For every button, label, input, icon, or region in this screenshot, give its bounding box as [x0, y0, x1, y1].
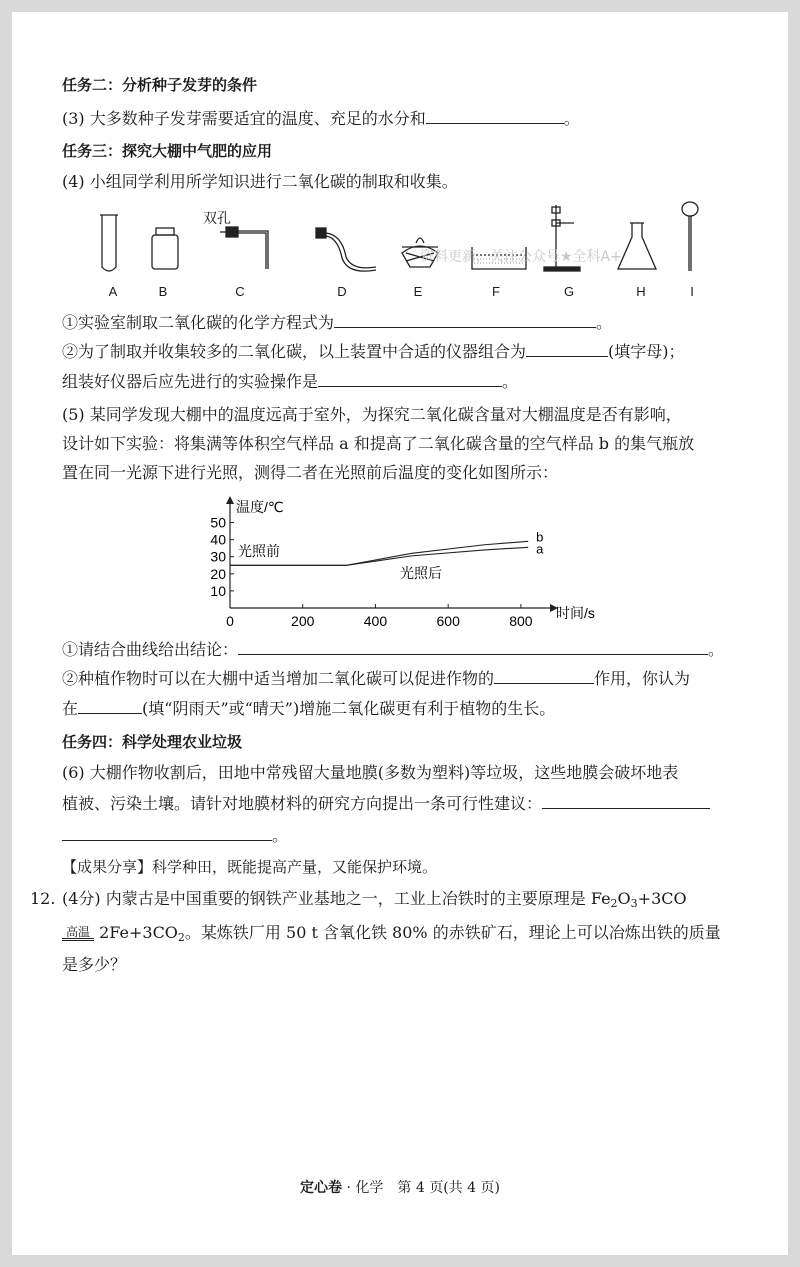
x-tick-label: 600: [436, 613, 460, 626]
y-tick-label: 50: [210, 514, 226, 531]
q4-2-line: [62, 340, 685, 363]
x-tick-label: 200: [291, 613, 315, 626]
q4-2-blank[interactable]: [526, 340, 608, 357]
q5-2c-line: [62, 697, 555, 720]
q5-2c-text: 在: [62, 699, 79, 718]
q4-1-text: ①实验室制取二氧化碳的化学方程式为: [62, 313, 335, 332]
apparatus-label-h: H: [636, 284, 646, 299]
long-neck-funnel-icon: [682, 202, 698, 271]
q3-text: (3) 大多数种子发芽需要适宜的温度、充足的水分和: [62, 109, 426, 128]
annotation-before-light: 光照前: [238, 543, 280, 559]
q12-sub-1: 2: [610, 897, 618, 910]
task2-title: 任务二：分析种子发芽的条件: [62, 76, 258, 94]
apparatus-label-e: E: [413, 284, 423, 299]
q12-line-2: [62, 922, 721, 949]
q5-line-2: 设计如下实验：将集满等体积空气样品 a 和提高了二氧化碳含量的空气样品 b 的集气瓶放: [62, 434, 695, 453]
q5-2-text-b: 作用，你认为: [594, 669, 691, 688]
q12-text-2b: 。某炼铁厂用 50 t 含氧化铁 80% 的赤铁矿石，理论上可以冶炼出铁的质量: [184, 923, 721, 942]
temperature-chart: [200, 496, 620, 626]
apparatus-label-g: G: [563, 284, 575, 299]
task4-title: 任务四：科学处理农业垃圾: [62, 733, 243, 751]
double-hole-label: 双孔: [203, 211, 231, 227]
q6-blank-1[interactable]: [542, 792, 710, 809]
q5-1-period: 。: [708, 640, 725, 659]
bent-tube-icon: [316, 228, 376, 271]
q12-sub-3: 2: [177, 931, 185, 944]
q5-2c-blank[interactable]: [78, 697, 142, 714]
q12-number: 12.: [30, 889, 56, 908]
apparatus-label-a: A: [108, 284, 118, 299]
q6-line-3: [62, 824, 288, 847]
apparatus-label-c: C: [235, 284, 245, 299]
q6-line-2: [62, 792, 710, 815]
q12-text-1-end: +3CO: [637, 889, 687, 908]
footer-brand: 定心卷: [300, 1180, 343, 1196]
q4-1-period: 。: [596, 313, 613, 332]
y-tick-label: 30: [210, 548, 226, 565]
q6-line-1: (6) 大棚作物收割后，田地中常残留大量地膜(多数为塑料)等垃圾，这些地膜会破坏地表: [62, 763, 679, 782]
watermark: 资料更新，关注公众号★全科A+: [420, 249, 622, 265]
q4-2c-blank[interactable]: [318, 370, 502, 387]
y-axis-label: 温度/℃: [236, 499, 284, 515]
q5-line-1: (5) 某同学发现大棚中的温度远高于室外，为探究二氧化碳含量对大棚温度是否有影响，: [62, 405, 682, 424]
q12-sub-2: 3: [630, 897, 638, 910]
x-tick-label: 800: [509, 613, 533, 626]
apparatus-figure: [80, 195, 720, 285]
test-tube-icon: [100, 215, 118, 271]
chart-ticks: [210, 515, 532, 626]
q4-1-line: [62, 311, 612, 334]
conical-flask-icon: [618, 223, 656, 269]
page-footer: [0, 1178, 800, 1198]
task3-title: 任务三：探究大棚中气肥的应用: [62, 142, 273, 160]
q3-period: 。: [563, 109, 580, 128]
q4-2c-line: [62, 370, 518, 393]
q5-2d-text: (填“阴雨天”或“晴天”)增施二氧化碳更有利于植物的生长。: [142, 699, 556, 718]
q5-2-line: [62, 667, 690, 690]
gas-jar-icon: [152, 228, 178, 269]
y-axis-arrow-icon: [226, 496, 234, 504]
annotation-after-light: 光照后: [400, 565, 442, 581]
apparatus-label-i: I: [690, 284, 694, 299]
apparatus-label-b: B: [158, 284, 168, 299]
footer-page: · 化学 第 4 页(共 4 页): [342, 1180, 500, 1196]
x-tick-label: 400: [363, 613, 388, 626]
q12-line-3: 是多少？: [62, 955, 127, 974]
q6-blank-2[interactable]: [62, 824, 272, 841]
q6-period: 。: [272, 826, 289, 845]
q4-2-hint: (填字母)；: [608, 342, 685, 361]
share-line: 【成果分享】科学种田，既能提高产量，又能保护环境。: [62, 858, 438, 876]
apparatus-label-f: F: [492, 284, 500, 299]
q3-line: [62, 107, 580, 130]
q4-text: (4) 小组同学利用所学知识进行二氧化碳的制取和收集。: [62, 172, 458, 191]
double-hole-stopper-icon: [220, 227, 268, 269]
q6-text: 植被、污染土壤。请针对地膜材料的研究方向提出一条可行性建议：: [62, 794, 543, 813]
series-label-a: a: [536, 541, 544, 557]
q12-line-1: [62, 888, 687, 915]
q12-text-1: (4分) 内蒙古是中国重要的钢铁产业基地之一，工业上冶铁时的主要原理是 Fe: [62, 889, 611, 908]
series-label-b: b: [536, 529, 544, 545]
y-tick-label: 40: [210, 531, 226, 548]
q5-2-text: ②种植作物时可以在大棚中适当增加二氧化碳可以促进作物的: [62, 669, 495, 688]
apparatus-label-d: D: [337, 284, 347, 299]
q12-text-2a: 2Fe+3CO: [94, 923, 178, 942]
y-tick-label: 20: [210, 565, 226, 582]
q4-2c-text: 组装好仪器后应先进行的实验操作是: [62, 372, 319, 391]
q4-2-text: ②为了制取并收集较多的二氧化碳，以上装置中合适的仪器组合为: [62, 342, 527, 361]
y-tick-label: 10: [210, 582, 226, 599]
q5-2-blank[interactable]: [494, 667, 594, 684]
x-axis-label: 时间/s: [556, 605, 595, 621]
q12-oxygen: O: [617, 889, 631, 908]
q5-1-line: [62, 638, 724, 661]
q3-blank[interactable]: [426, 107, 564, 124]
q4-2c-period: 。: [502, 372, 519, 391]
q5-1-text: ①请结合曲线给出结论：: [62, 640, 239, 659]
q5-line-3: 置在同一光源下进行光照，测得二者在光照前后温度的变化如图所示：: [62, 463, 559, 482]
q4-1-blank[interactable]: [334, 311, 596, 328]
q5-1-blank[interactable]: [238, 638, 708, 655]
high-temp-condition: 高温: [62, 926, 94, 941]
x-tick-label: 0: [226, 613, 234, 626]
